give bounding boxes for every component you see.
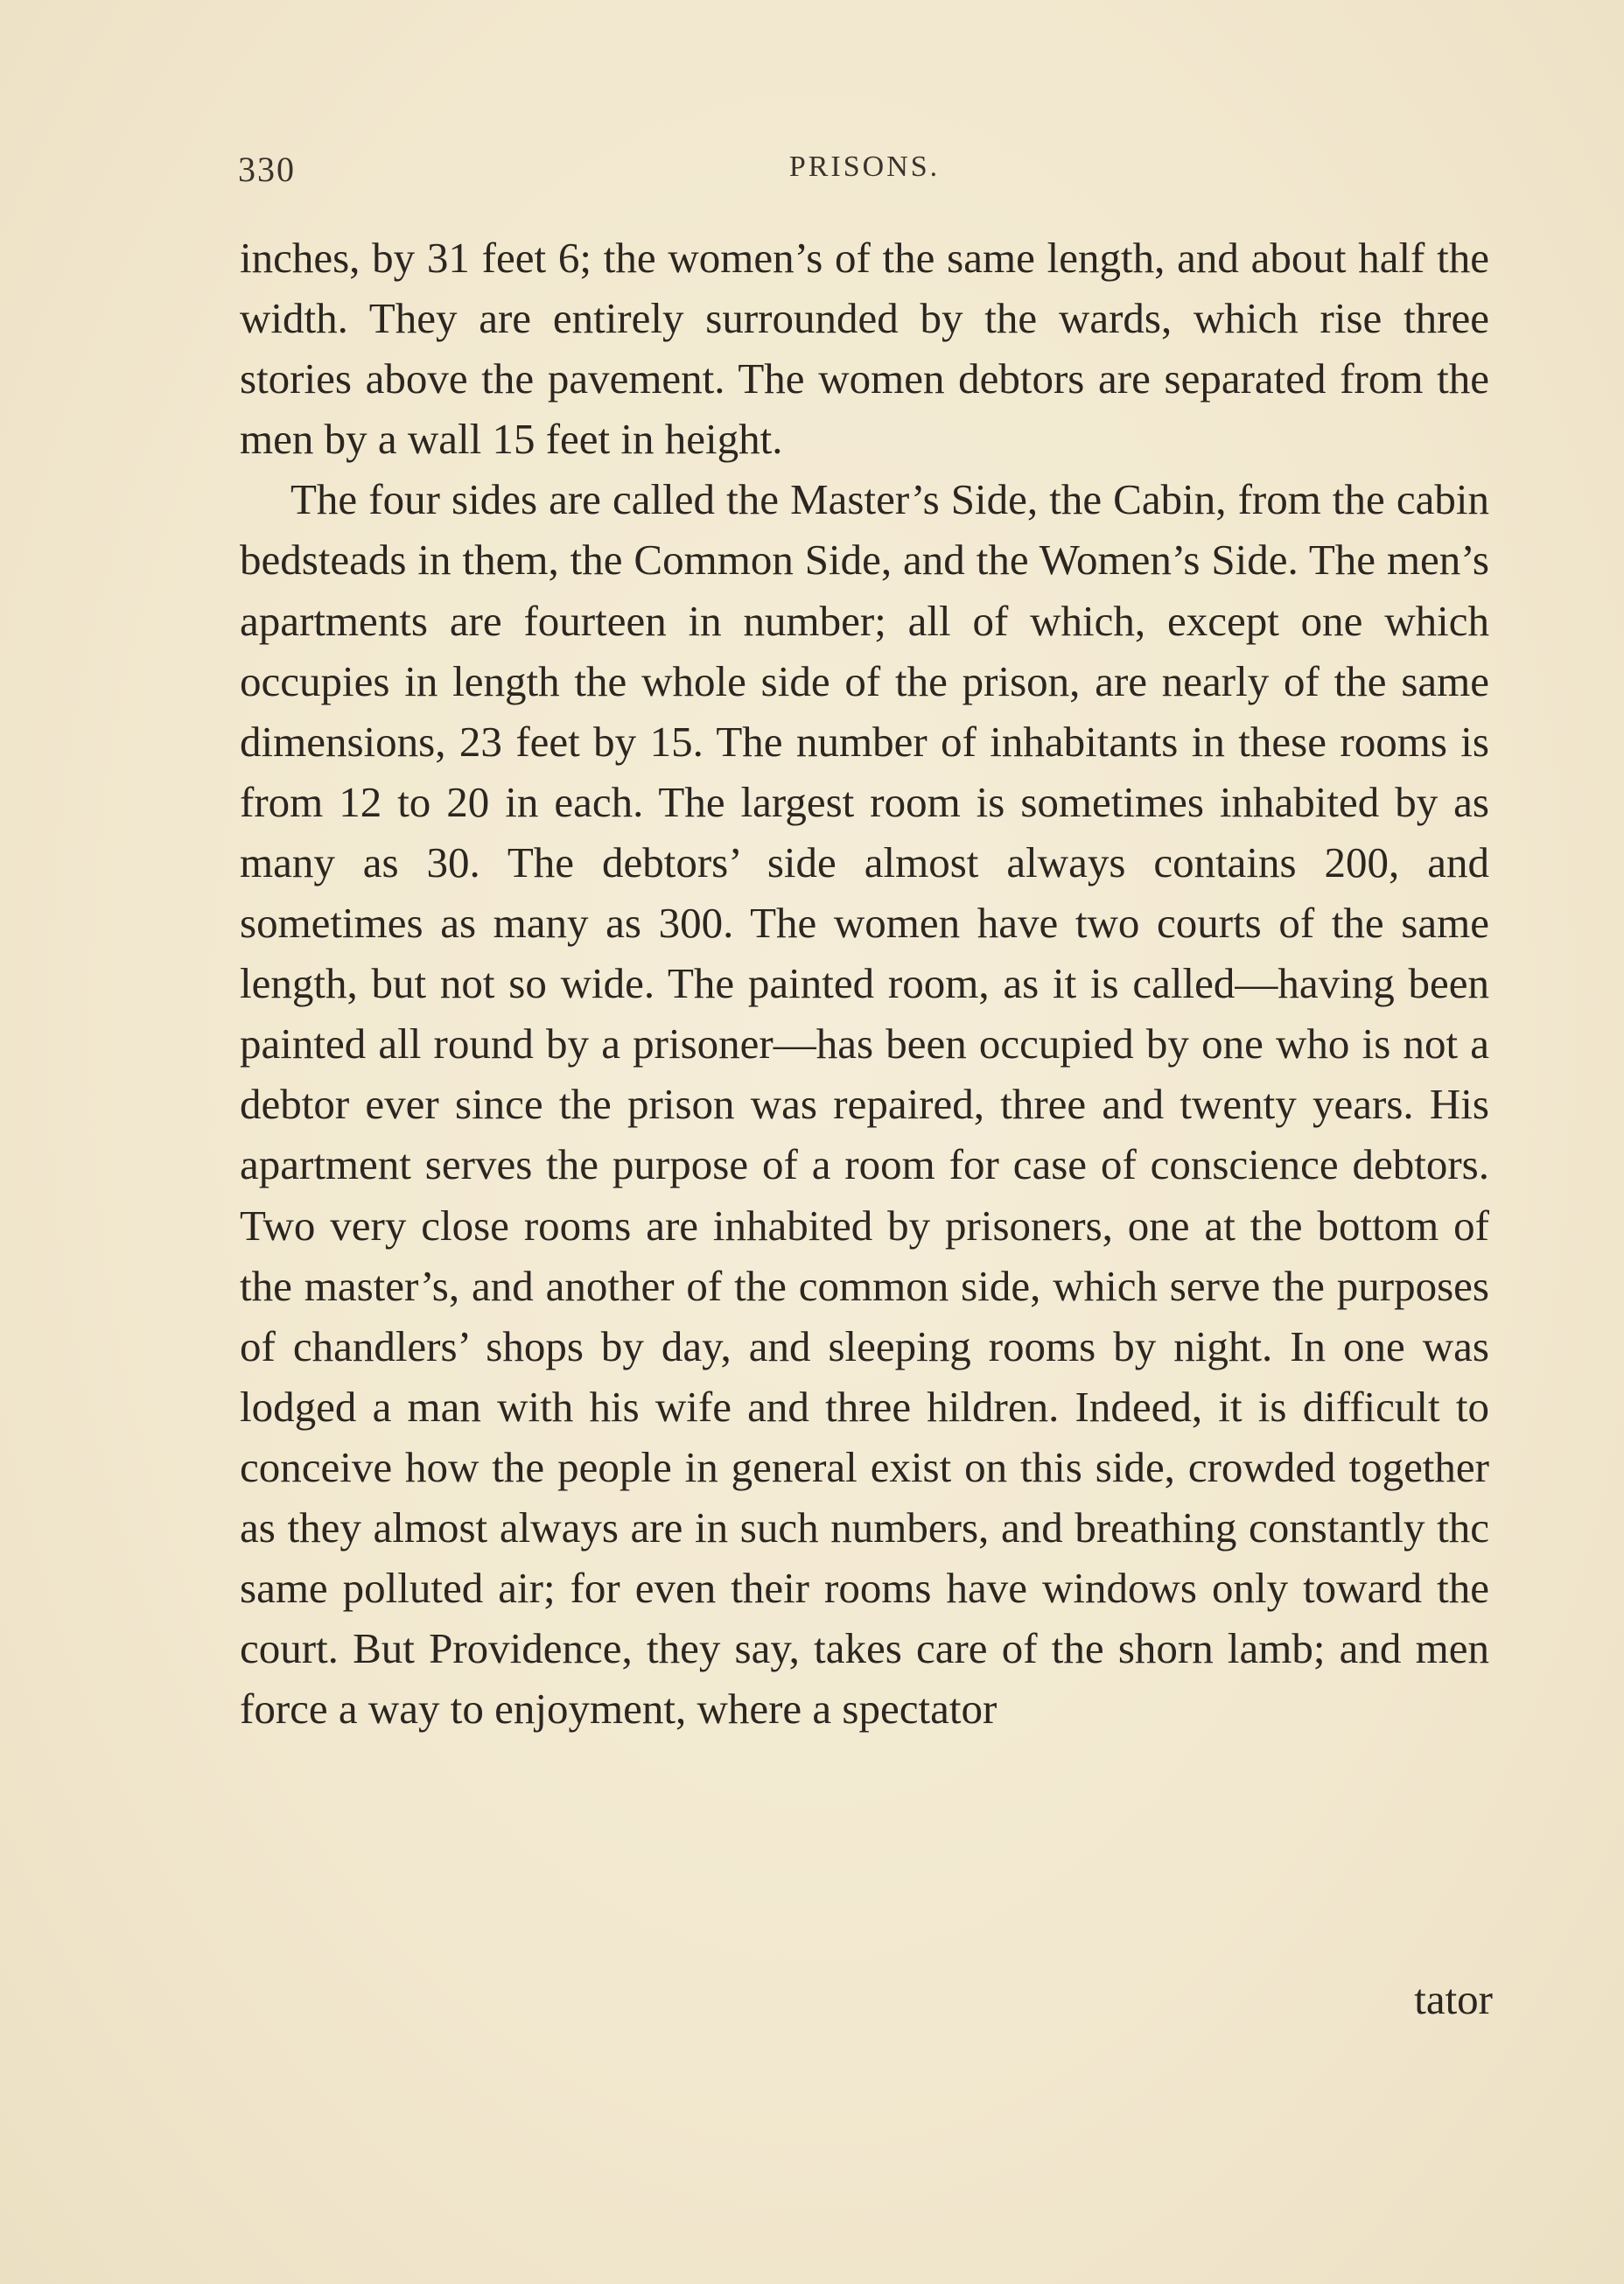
catchword: tator (1414, 1975, 1493, 2023)
paragraph: The four sides are called the Master’s Side, the Cabin, from the cabin bedsteads in them, the Common Side, and the Women’s Side. The men’s apartments are fourteen in number; all of which, except one which occupies in length the whole side of the prison, are nearly of the same dimensions, 23 feet by 15. The number of inhabitants in these rooms is from 12 to 20 in each. The largest room is sometimes inhabited by as many as 30. The debtors’ side almost always contains 200, and sometimes as many as 300. The women have two courts of the same length, but not so wide. The painted room, as it is called—having been painted all round by a prisoner—has been occupied by one who is not a debtor ever since the prison was repaired, three and twenty years. His apartment serves the purpose of a room for case of conscience debtors. Two very close rooms are inhabited by prisoners, one at the bottom of the master’s, and another of the common side, which serve the purposes of chandlers’ shops by day, and sleeping rooms by night. In one was lodged a man with his wife and three hildren. Indeed, it is difficult to conceive how the people in general exist on this side, crowded together as they almost always are in such numbers, and breathing constantly thc same polluted air; for even their rooms have windows only toward the court. But Providence, they say, takes care of the shorn lamb; and men force a way to enjoyment, where a spectator (240, 475, 1489, 1734)
running-head: PRISONS. (788, 151, 941, 183)
body-text (240, 228, 1489, 1739)
page-number: 330 (238, 150, 296, 189)
paragraph: inches, by 31 feet 6; the women’s of the same length, and about half the width. They are entirely surrounded by the wards, which rise three stories above the pavement. The women debtors are separated from the men by a wall 15 feet in height. (240, 234, 1489, 464)
page-header (238, 149, 1491, 193)
